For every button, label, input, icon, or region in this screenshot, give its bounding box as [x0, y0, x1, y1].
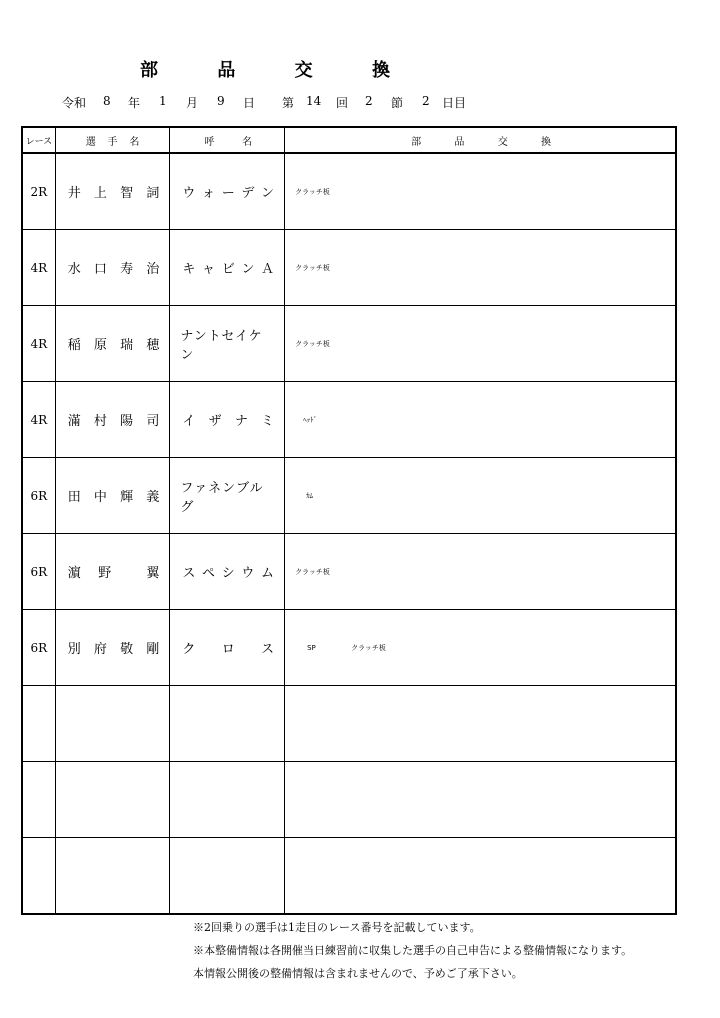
player-name-cell — [55, 686, 170, 762]
player-name-char: 輝 — [120, 490, 134, 505]
kai-unit: 回 — [336, 96, 349, 110]
player-name — [56, 258, 170, 277]
setsu-number: 2 — [365, 94, 373, 108]
player-name-char: 村 — [93, 414, 107, 429]
call-name-cell — [170, 458, 285, 534]
player-name-char: 智 — [120, 186, 134, 201]
table-row — [22, 306, 676, 382]
player-name-char: 滿 — [67, 414, 81, 429]
header-player-char: 選 — [85, 136, 96, 148]
header-parts-char: 品 — [454, 136, 465, 148]
player-name-cell — [55, 306, 170, 382]
player-name-char: 治 — [146, 262, 160, 277]
year-unit: 年 — [128, 96, 141, 110]
call-name — [170, 258, 284, 277]
call-name-cell — [170, 838, 285, 915]
parts-exchange-cell — [285, 686, 676, 762]
player-name-char: 陽 — [120, 414, 134, 429]
player-name-char: 上 — [93, 186, 107, 201]
call-name-cell — [170, 153, 285, 230]
player-name-char: 義 — [146, 490, 160, 505]
race-number — [22, 762, 55, 838]
call-name-cell — [170, 686, 285, 762]
table-row — [22, 382, 676, 458]
player-name-cell — [55, 230, 170, 306]
table-row — [22, 686, 676, 762]
call-name-char: ファネンブルグ — [180, 480, 264, 515]
player-name-char: 瑞 — [120, 338, 134, 353]
player-name-cell — [55, 382, 170, 458]
call-name-char: ス — [261, 642, 275, 657]
player-name-cell — [55, 838, 170, 915]
call-name-char: ザ — [208, 414, 222, 429]
player-name-char: 稲 — [67, 338, 81, 353]
part-item: クラッチ板 — [295, 187, 330, 196]
call-name-char: ン — [261, 186, 275, 201]
call-name — [170, 477, 284, 515]
player-name-cell — [55, 458, 170, 534]
part-item: ﾍｯﾄﾞ — [303, 415, 318, 424]
call-name-char: ク — [182, 642, 196, 657]
dai-label: 第 — [282, 96, 295, 110]
race-number: 2R — [22, 153, 55, 230]
table-row — [22, 458, 676, 534]
header-player-char: 手 — [107, 136, 118, 148]
header-call-char: 呼 — [204, 136, 215, 148]
call-name — [170, 410, 284, 429]
header-parts-char: 交 — [497, 136, 508, 148]
parts-exchange-cell — [285, 382, 676, 458]
table-header-row — [22, 127, 676, 153]
call-name-char: イ — [182, 414, 196, 429]
player-name — [56, 638, 170, 657]
title-char: 品 — [217, 60, 236, 81]
table-row — [22, 153, 676, 230]
part-item: クラッチ板 — [295, 339, 330, 348]
table-row — [22, 230, 676, 306]
setsu-unit: 節 — [391, 96, 404, 110]
player-name-char: 詞 — [146, 186, 160, 201]
title-char: 換 — [371, 60, 390, 81]
nichime-number: 2 — [422, 94, 430, 108]
call-name-cell — [170, 230, 285, 306]
parts-exchange-cell — [285, 534, 676, 610]
call-name-cell — [170, 534, 285, 610]
page-title — [140, 56, 390, 80]
note-double-ride: ※2回乗りの選手は1走目のレース番号を記載しています。 — [193, 921, 481, 934]
player-name-char: 井 — [67, 186, 81, 201]
race-number: 4R — [22, 382, 55, 458]
header-call-char: 名 — [242, 136, 253, 148]
year-value: 8 — [103, 94, 111, 108]
parts-exchange-cell — [285, 230, 676, 306]
player-name-char: 野 — [98, 566, 112, 581]
call-name-char: ナ — [234, 414, 248, 429]
header-call-name — [170, 127, 285, 153]
call-name-cell — [170, 306, 285, 382]
call-name-char: ン — [241, 262, 255, 277]
player-name-char: 司 — [146, 414, 160, 429]
player-name — [56, 334, 170, 353]
parts-exchange-cell — [285, 153, 676, 230]
header-player-name — [55, 127, 170, 153]
player-name-cell — [55, 153, 170, 230]
kai-number: 14 — [306, 94, 322, 108]
part-item: SP — [307, 643, 316, 652]
race-number: 4R — [22, 230, 55, 306]
part-item: クラッチ板 — [295, 567, 330, 576]
header-parts-char: 部 — [411, 136, 422, 148]
player-name-char: 穂 — [146, 338, 160, 353]
player-name-char: 敬 — [120, 642, 134, 657]
nichime-unit: 日目 — [442, 96, 467, 110]
player-name-char: 翼 — [146, 566, 160, 581]
parts-exchange-cell — [285, 762, 676, 838]
note-post-publication: 本情報公開後の整備情報は含まれませんので、予めご了承下さい。 — [193, 967, 523, 980]
parts-exchange-cell — [285, 458, 676, 534]
part-item: ｶﾑ — [306, 491, 314, 500]
call-name — [170, 182, 284, 201]
player-name — [56, 486, 170, 505]
call-name-char: キ — [182, 262, 196, 277]
table-row — [22, 610, 676, 686]
call-name — [170, 325, 284, 363]
part-item: クラッチ板 — [295, 263, 330, 272]
player-name-char: 原 — [93, 338, 107, 353]
day-value: 9 — [217, 94, 225, 108]
header-race: レース — [22, 127, 55, 153]
call-name-char: ナントセイケン — [180, 328, 263, 363]
parts-exchange-cell — [285, 610, 676, 686]
player-name — [56, 562, 170, 581]
player-name — [56, 410, 170, 429]
era-label: 令和 — [62, 96, 87, 110]
day-unit: 日 — [243, 96, 256, 110]
call-name-cell — [170, 382, 285, 458]
call-name-char: デ — [241, 186, 255, 201]
race-number: 4R — [22, 306, 55, 382]
parts-exchange-cell — [285, 838, 676, 915]
race-number — [22, 686, 55, 762]
call-name-char: ペ — [202, 566, 216, 581]
call-name-char: シ — [221, 566, 235, 581]
title-char: 部 — [140, 60, 158, 81]
parts-exchange-cell — [285, 306, 676, 382]
race-number: 6R — [22, 610, 55, 686]
player-name-char: 府 — [93, 642, 107, 657]
call-name-char: ウ — [182, 186, 196, 201]
table-row — [22, 534, 676, 610]
player-name-cell — [55, 534, 170, 610]
player-name-cell — [55, 610, 170, 686]
race-number: 6R — [22, 458, 55, 534]
player-name-char: 寿 — [120, 262, 134, 277]
parts-exchange-table — [21, 126, 677, 915]
call-name-cell — [170, 610, 285, 686]
call-name-char: ビ — [221, 262, 235, 277]
player-name-cell — [55, 762, 170, 838]
call-name-char: ミ — [261, 414, 275, 429]
player-name — [56, 182, 170, 201]
player-name-char: 田 — [67, 490, 81, 505]
call-name-char: ロ — [221, 642, 235, 657]
race-number — [22, 838, 55, 915]
table-row — [22, 762, 676, 838]
player-name-char: 別 — [67, 642, 81, 657]
part-item: クラッチ板 — [351, 643, 386, 652]
call-name-char: Ａ — [261, 262, 275, 277]
call-name-char: ャ — [202, 262, 216, 277]
month-value: 1 — [159, 94, 167, 108]
note-maintenance-info: ※本整備情報は各開催当日練習前に収集した選手の自己申告による整備情報になります。 — [193, 944, 633, 957]
call-name-char: ム — [261, 566, 275, 581]
call-name-char: ー — [221, 186, 235, 201]
player-name-char: 濵 — [67, 566, 81, 581]
player-name-char: 剛 — [146, 642, 160, 657]
player-name-char: 口 — [93, 262, 107, 277]
player-name-char: 中 — [93, 490, 107, 505]
call-name-char: ウ — [241, 566, 255, 581]
month-unit: 月 — [186, 96, 199, 110]
call-name — [170, 562, 284, 581]
call-name-cell — [170, 762, 285, 838]
call-name-char: ォ — [202, 186, 216, 201]
header-parts-exchange — [285, 127, 676, 153]
call-name — [170, 638, 284, 657]
title-char: 交 — [294, 60, 313, 81]
race-number: 6R — [22, 534, 55, 610]
call-name-char: ス — [182, 566, 196, 581]
header-player-char: 名 — [129, 136, 140, 148]
table-row — [22, 838, 676, 915]
header-parts-char: 換 — [541, 136, 551, 148]
player-name-char: 水 — [67, 262, 81, 277]
